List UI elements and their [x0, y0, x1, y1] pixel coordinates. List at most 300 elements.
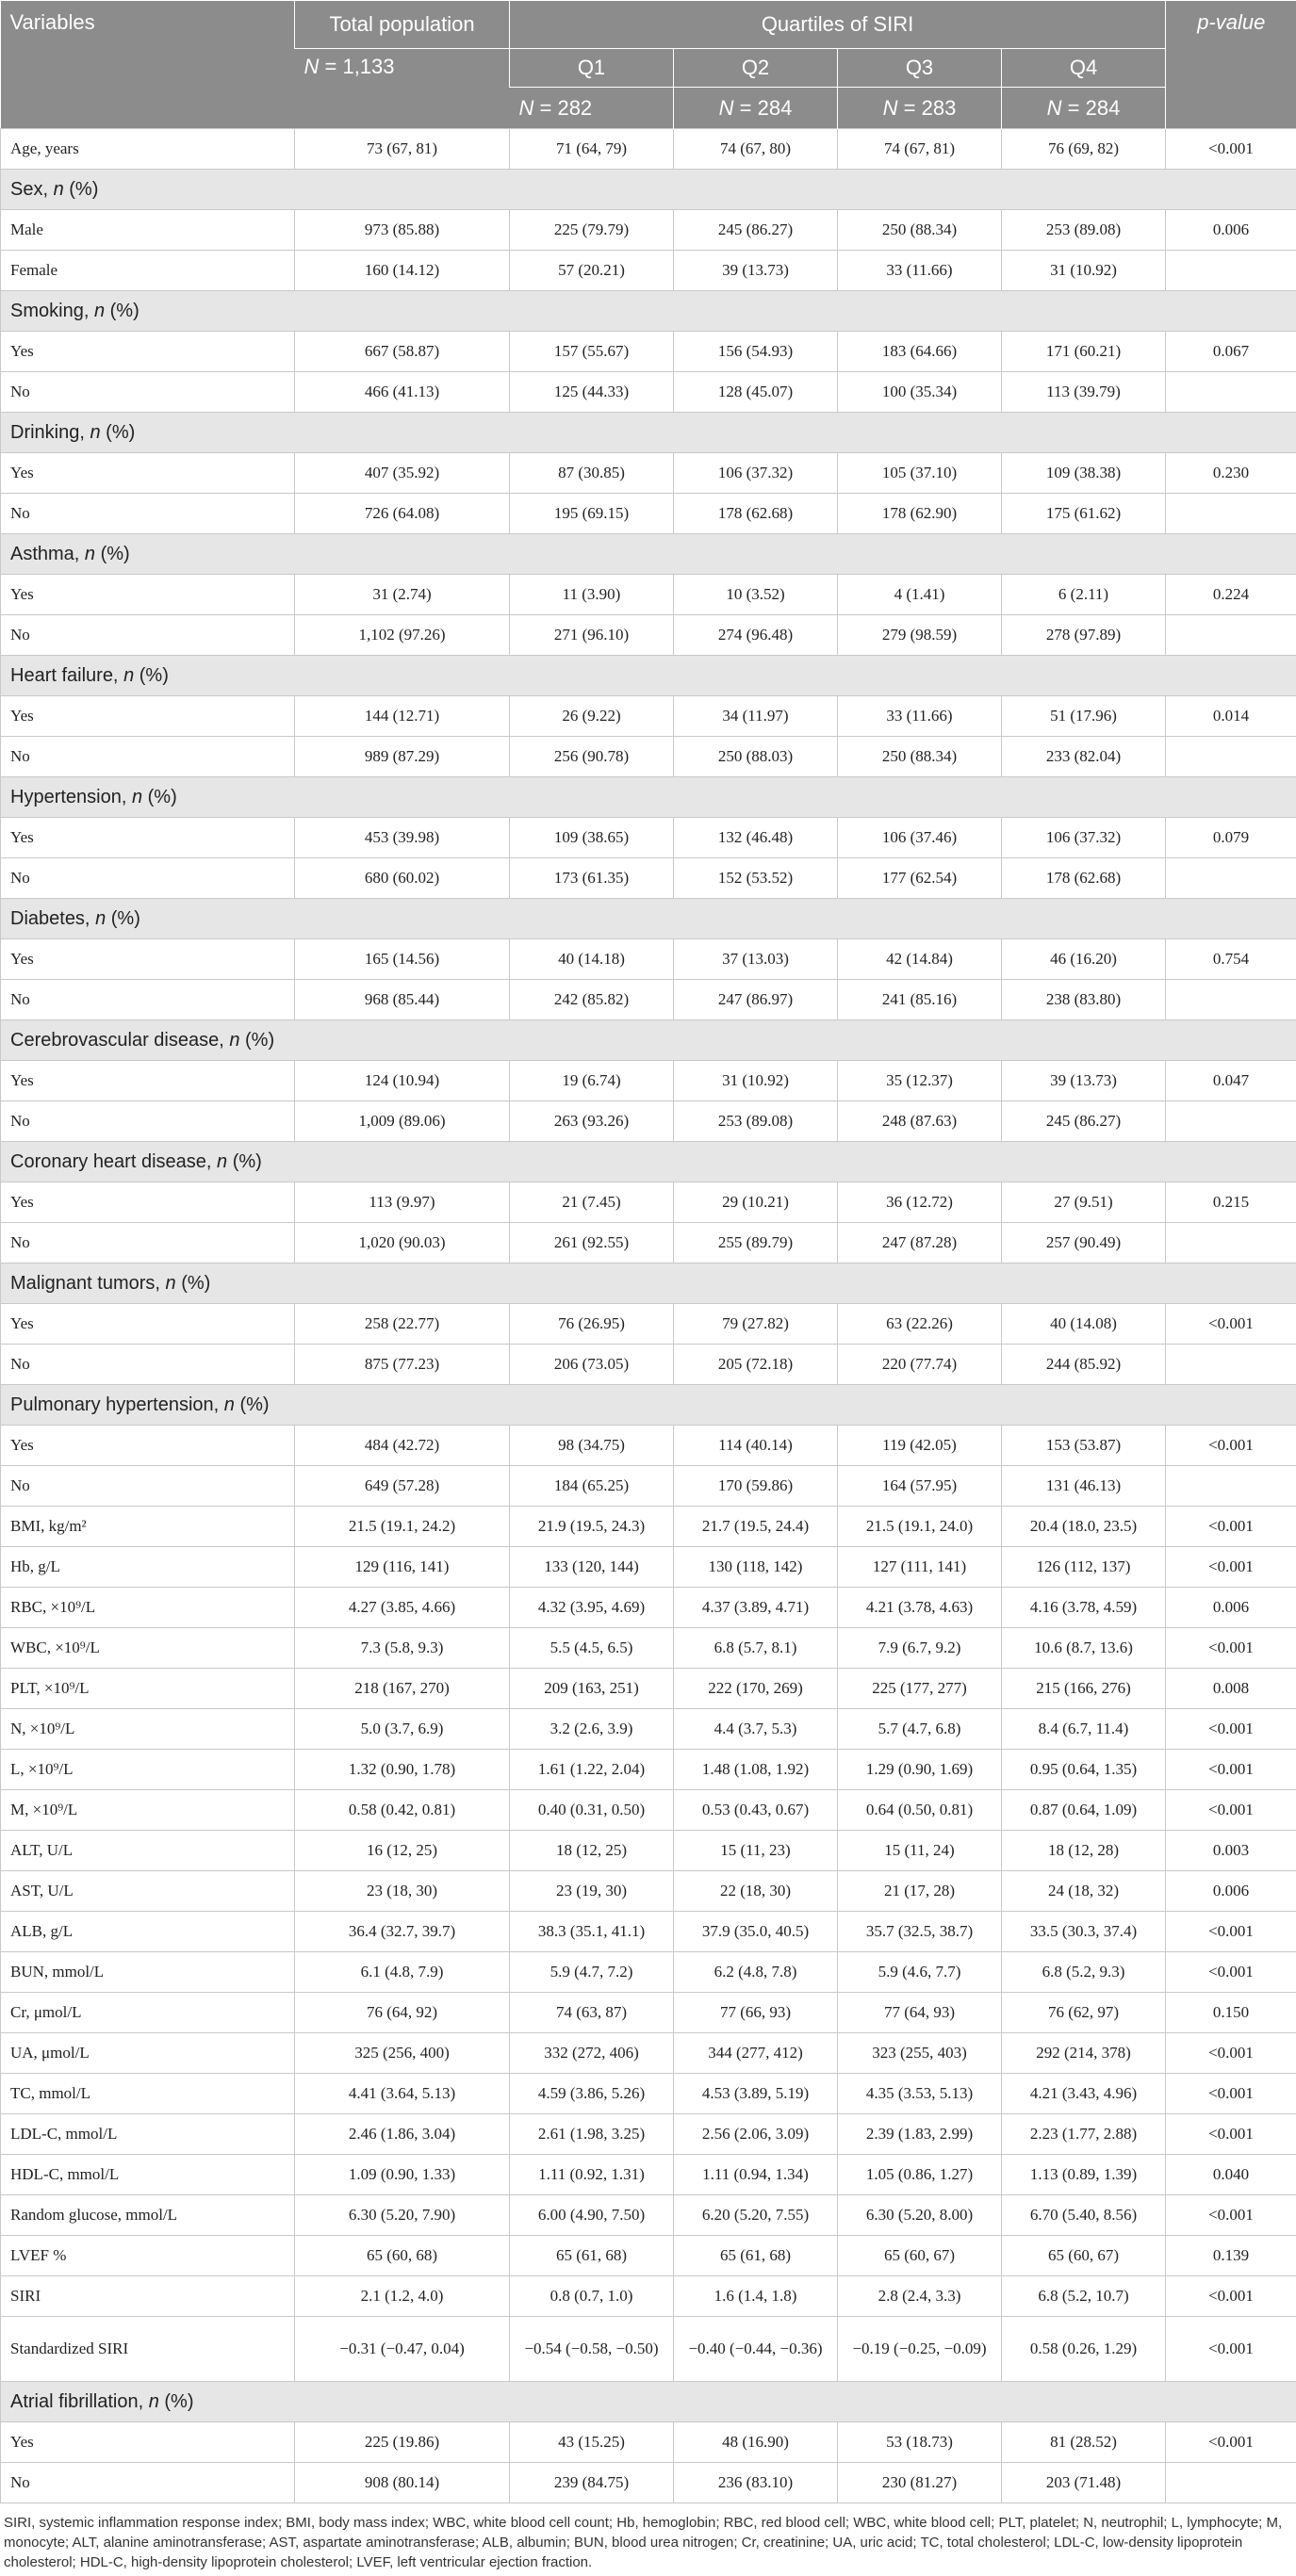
- table-row: [1, 1182, 1296, 1223]
- variable-label: ALT, U/L: [1, 1831, 295, 1871]
- cell-total: 4.41 (3.64, 5.13): [295, 2074, 510, 2114]
- section-label: Coronary heart disease, n (%): [1, 1142, 1296, 1182]
- cell-total: 6.30 (5.20, 7.90): [295, 2195, 510, 2236]
- cell-pvalue: <0.001: [1166, 1426, 1296, 1466]
- cell-q2: 0.53 (0.43, 0.67): [674, 1790, 838, 1831]
- variable-label: No: [1, 737, 295, 777]
- header-q3-n: N = 283: [838, 88, 1002, 129]
- table-row: [1, 1709, 1296, 1750]
- cell-total: 6.1 (4.8, 7.9): [295, 1952, 510, 1993]
- cell-q3: 323 (255, 403): [838, 2033, 1002, 2074]
- table-row: [1, 2074, 1296, 2114]
- cell-q3: 33 (11.66): [838, 696, 1002, 737]
- cell-q2: 6.8 (5.7, 8.1): [674, 1628, 838, 1669]
- header-q2: Q2: [674, 49, 838, 88]
- cell-q4: 8.4 (6.7, 11.4): [1002, 1709, 1166, 1750]
- cell-q4: 46 (16.20): [1002, 939, 1166, 980]
- cell-q4: 244 (85.92): [1002, 1345, 1166, 1385]
- cell-q1: 6.00 (4.90, 7.50): [510, 2195, 674, 2236]
- cell-q1: 125 (44.33): [510, 372, 674, 413]
- cell-q1: 225 (79.79): [510, 210, 674, 251]
- cell-q2: 1.11 (0.94, 1.34): [674, 2155, 838, 2195]
- cell-total: 726 (64.08): [295, 494, 510, 534]
- cell-q3: 6.30 (5.20, 8.00): [838, 2195, 1002, 2236]
- variable-label: Male: [1, 210, 295, 251]
- cell-total: 1,009 (89.06): [295, 1101, 510, 1142]
- cell-q1: 38.3 (35.1, 41.1): [510, 1912, 674, 1952]
- table-row: [1, 615, 1296, 656]
- cell-total: 225 (19.86): [295, 2422, 510, 2463]
- table-row: [1, 332, 1296, 372]
- cell-pvalue: 0.079: [1166, 818, 1296, 858]
- cell-total: 31 (2.74): [295, 575, 510, 615]
- cell-q4: 278 (97.89): [1002, 615, 1166, 656]
- cell-total: 160 (14.12): [295, 251, 510, 291]
- table-row: [1, 453, 1296, 494]
- cell-pvalue: [1166, 980, 1296, 1020]
- table-row: [1, 2317, 1296, 2382]
- variable-label: Yes: [1, 696, 295, 737]
- table-row: [1, 1061, 1296, 1101]
- cell-total: 908 (80.14): [295, 2463, 510, 2503]
- cell-q1: 271 (96.10): [510, 615, 674, 656]
- cell-pvalue: 0.008: [1166, 1669, 1296, 1709]
- cell-q1: 157 (55.67): [510, 332, 674, 372]
- cell-total: 680 (60.02): [295, 858, 510, 899]
- cell-pvalue: <0.001: [1166, 1952, 1296, 1993]
- header-total: Total population: [295, 1, 510, 49]
- table-row: [1, 1628, 1296, 1669]
- table-row: [1, 1912, 1296, 1952]
- header-q4: Q4: [1002, 49, 1166, 88]
- cell-q3: −0.19 (−0.25, −0.09): [838, 2317, 1002, 2382]
- cell-pvalue: [1166, 615, 1296, 656]
- cell-total: 218 (167, 270): [295, 1669, 510, 1709]
- cell-q1: 11 (3.90): [510, 575, 674, 615]
- table-row: [1, 696, 1296, 737]
- cell-q4: 51 (17.96): [1002, 696, 1166, 737]
- variable-label: No: [1, 1345, 295, 1385]
- cell-q2: 152 (53.52): [674, 858, 838, 899]
- cell-total: 16 (12, 25): [295, 1831, 510, 1871]
- section-label: Cerebrovascular disease, n (%): [1, 1020, 1296, 1061]
- cell-q4: 106 (37.32): [1002, 818, 1166, 858]
- section-row: [1, 777, 1296, 818]
- cell-q3: 4 (1.41): [838, 575, 1002, 615]
- cell-q1: 173 (61.35): [510, 858, 674, 899]
- variable-label: N, ×10⁹/L: [1, 1709, 295, 1750]
- variable-label: No: [1, 1223, 295, 1264]
- variable-label: TC, mmol/L: [1, 2074, 295, 2114]
- cell-q4: 0.58 (0.26, 1.29): [1002, 2317, 1166, 2382]
- cell-q4: 6.8 (5.2, 10.7): [1002, 2276, 1166, 2317]
- cell-q3: 225 (177, 277): [838, 1669, 1002, 1709]
- variable-label: No: [1, 2463, 295, 2503]
- cell-pvalue: <0.001: [1166, 2074, 1296, 2114]
- variable-label: Standardized SIRI: [1, 2317, 295, 2382]
- cell-q2: 344 (277, 412): [674, 2033, 838, 2074]
- variable-label: Yes: [1, 1061, 295, 1101]
- header-q2-n: N = 284: [674, 88, 838, 129]
- table-row: [1, 1304, 1296, 1345]
- variable-label: M, ×10⁹/L: [1, 1790, 295, 1831]
- cell-q3: 21 (17, 28): [838, 1871, 1002, 1912]
- header-quartiles: Quartiles of SIRI: [510, 1, 1166, 49]
- cell-pvalue: <0.001: [1166, 2317, 1296, 2382]
- cell-total: 36.4 (32.7, 39.7): [295, 1912, 510, 1952]
- cell-q2: 15 (11, 23): [674, 1831, 838, 1871]
- cell-pvalue: 0.754: [1166, 939, 1296, 980]
- cell-total: 453 (39.98): [295, 818, 510, 858]
- header-q1: Q1: [510, 49, 674, 88]
- cell-pvalue: 0.006: [1166, 1588, 1296, 1628]
- cell-q4: 215 (166, 276): [1002, 1669, 1166, 1709]
- cell-pvalue: [1166, 858, 1296, 899]
- cell-q1: 4.59 (3.86, 5.26): [510, 2074, 674, 2114]
- cell-pvalue: 0.014: [1166, 696, 1296, 737]
- cell-q3: 21.5 (19.1, 24.0): [838, 1507, 1002, 1547]
- cell-q3: 230 (81.27): [838, 2463, 1002, 2503]
- cell-q4: 1.13 (0.89, 1.39): [1002, 2155, 1166, 2195]
- section-label: Atrial fibrillation, n (%): [1, 2382, 1296, 2422]
- cell-pvalue: [1166, 1223, 1296, 1264]
- cell-q1: 23 (19, 30): [510, 1871, 674, 1912]
- cell-q2: 114 (40.14): [674, 1426, 838, 1466]
- cell-q2: 65 (61, 68): [674, 2236, 838, 2276]
- cell-q3: 4.35 (3.53, 5.13): [838, 2074, 1002, 2114]
- variable-label: Yes: [1, 818, 295, 858]
- cell-q1: 0.8 (0.7, 1.0): [510, 2276, 674, 2317]
- cell-q3: 63 (22.26): [838, 1304, 1002, 1345]
- cell-pvalue: 0.047: [1166, 1061, 1296, 1101]
- cell-q2: 4.37 (3.89, 4.71): [674, 1588, 838, 1628]
- cell-q3: 177 (62.54): [838, 858, 1002, 899]
- cell-q3: 0.64 (0.50, 0.81): [838, 1790, 1002, 1831]
- variable-label: No: [1, 858, 295, 899]
- cell-pvalue: <0.001: [1166, 1304, 1296, 1345]
- cell-pvalue: [1166, 1345, 1296, 1385]
- header-pvalue: p-value: [1166, 1, 1296, 129]
- cell-q4: 126 (112, 137): [1002, 1547, 1166, 1588]
- cell-q1: 43 (15.25): [510, 2422, 674, 2463]
- variable-label: Random glucose, mmol/L: [1, 2195, 295, 2236]
- cell-q3: 105 (37.10): [838, 453, 1002, 494]
- cell-total: 2.1 (1.2, 4.0): [295, 2276, 510, 2317]
- header-variables: Variables: [1, 1, 295, 129]
- cell-q1: 18 (12, 25): [510, 1831, 674, 1871]
- cell-total: −0.31 (−0.47, 0.04): [295, 2317, 510, 2382]
- cell-q3: 35.7 (32.5, 38.7): [838, 1912, 1002, 1952]
- section-label: Malignant tumors, n (%): [1, 1264, 1296, 1304]
- table-row: [1, 939, 1296, 980]
- cell-q2: 6.20 (5.20, 7.55): [674, 2195, 838, 2236]
- cell-q2: 106 (37.32): [674, 453, 838, 494]
- cell-q2: 10 (3.52): [674, 575, 838, 615]
- variable-label: Yes: [1, 332, 295, 372]
- cell-pvalue: <0.001: [1166, 1912, 1296, 1952]
- cell-pvalue: <0.001: [1166, 129, 1296, 170]
- cell-q1: 19 (6.74): [510, 1061, 674, 1101]
- cell-q3: 164 (57.95): [838, 1466, 1002, 1507]
- cell-pvalue: 0.224: [1166, 575, 1296, 615]
- cell-q1: 57 (20.21): [510, 251, 674, 291]
- cell-total: 124 (10.94): [295, 1061, 510, 1101]
- section-row: [1, 2382, 1296, 2422]
- table-row: [1, 1345, 1296, 1385]
- variable-label: Yes: [1, 453, 295, 494]
- cell-q3: 241 (85.16): [838, 980, 1002, 1020]
- table-body: [1, 129, 1296, 2503]
- cell-total: 667 (58.87): [295, 332, 510, 372]
- cell-q2: 178 (62.68): [674, 494, 838, 534]
- cell-q4: 76 (62, 97): [1002, 1993, 1166, 2033]
- cell-q3: 53 (18.73): [838, 2422, 1002, 2463]
- cell-q3: 36 (12.72): [838, 1182, 1002, 1223]
- section-row: [1, 1385, 1296, 1426]
- cell-q2: 37.9 (35.0, 40.5): [674, 1912, 838, 1952]
- variable-label: ALB, g/L: [1, 1912, 295, 1952]
- cell-q2: 250 (88.03): [674, 737, 838, 777]
- cell-q1: 206 (73.05): [510, 1345, 674, 1385]
- table-row: [1, 2276, 1296, 2317]
- cell-total: 1,102 (97.26): [295, 615, 510, 656]
- cell-pvalue: <0.001: [1166, 2033, 1296, 2074]
- cell-q2: 29 (10.21): [674, 1182, 838, 1223]
- cell-q4: 292 (214, 378): [1002, 2033, 1166, 2074]
- cell-pvalue: <0.001: [1166, 1507, 1296, 1547]
- variable-label: Yes: [1, 1182, 295, 1223]
- table-row: [1, 210, 1296, 251]
- cell-q3: 250 (88.34): [838, 210, 1002, 251]
- cell-total: 21.5 (19.1, 24.2): [295, 1507, 510, 1547]
- cell-q3: 7.9 (6.7, 9.2): [838, 1628, 1002, 1669]
- variable-label: Yes: [1, 1426, 295, 1466]
- cell-total: 65 (60, 68): [295, 2236, 510, 2276]
- cell-q3: 74 (67, 81): [838, 129, 1002, 170]
- table-row: [1, 2236, 1296, 2276]
- cell-total: 325 (256, 400): [295, 2033, 510, 2074]
- cell-q4: 76 (69, 82): [1002, 129, 1166, 170]
- cell-q4: 238 (83.80): [1002, 980, 1166, 1020]
- cell-q4: 39 (13.73): [1002, 1061, 1166, 1101]
- cell-q4: 4.16 (3.78, 4.59): [1002, 1588, 1166, 1628]
- section-row: [1, 656, 1296, 696]
- variable-label: RBC, ×10⁹/L: [1, 1588, 295, 1628]
- section-label: Hypertension, n (%): [1, 777, 1296, 818]
- table-row: [1, 858, 1296, 899]
- cell-total: 258 (22.77): [295, 1304, 510, 1345]
- cell-q2: 236 (83.10): [674, 2463, 838, 2503]
- cell-q1: 109 (38.65): [510, 818, 674, 858]
- cell-q3: 33 (11.66): [838, 251, 1002, 291]
- variable-label: Yes: [1, 1304, 295, 1345]
- table-row: [1, 1507, 1296, 1547]
- cell-pvalue: 0.215: [1166, 1182, 1296, 1223]
- table-row: [1, 129, 1296, 170]
- table-row: [1, 2422, 1296, 2463]
- cell-pvalue: <0.001: [1166, 2114, 1296, 2155]
- header-total-n: N = 1,133: [295, 49, 510, 129]
- cell-pvalue: 0.006: [1166, 210, 1296, 251]
- cell-q4: 6.70 (5.40, 8.56): [1002, 2195, 1166, 2236]
- cell-q2: 245 (86.27): [674, 210, 838, 251]
- variable-label: Yes: [1, 939, 295, 980]
- table-row: [1, 1831, 1296, 1871]
- table-row: [1, 1101, 1296, 1142]
- cell-q3: 5.9 (4.6, 7.7): [838, 1952, 1002, 1993]
- cell-total: 73 (67, 81): [295, 129, 510, 170]
- cell-q1: 87 (30.85): [510, 453, 674, 494]
- cell-q4: 0.87 (0.64, 1.09): [1002, 1790, 1166, 1831]
- section-label: Sex, n (%): [1, 170, 1296, 210]
- cell-total: 968 (85.44): [295, 980, 510, 1020]
- cell-q4: 65 (60, 67): [1002, 2236, 1166, 2276]
- cell-total: 76 (64, 92): [295, 1993, 510, 2033]
- table-row: [1, 1993, 1296, 2033]
- cell-q2: 247 (86.97): [674, 980, 838, 1020]
- cell-q3: 77 (64, 93): [838, 1993, 1002, 2033]
- cell-total: 2.46 (1.86, 3.04): [295, 2114, 510, 2155]
- cell-pvalue: 0.139: [1166, 2236, 1296, 2276]
- cell-q2: 22 (18, 30): [674, 1871, 838, 1912]
- cell-q3: 279 (98.59): [838, 615, 1002, 656]
- cell-q4: 81 (28.52): [1002, 2422, 1166, 2463]
- cell-q1: 0.40 (0.31, 0.50): [510, 1790, 674, 1831]
- table-row: [1, 1466, 1296, 1507]
- cell-q4: 153 (53.87): [1002, 1426, 1166, 1466]
- cell-q1: 76 (26.95): [510, 1304, 674, 1345]
- table-row: [1, 1588, 1296, 1628]
- cell-q1: 1.11 (0.92, 1.31): [510, 2155, 674, 2195]
- cell-q3: 106 (37.46): [838, 818, 1002, 858]
- cell-q2: 21.7 (19.5, 24.4): [674, 1507, 838, 1547]
- variable-label: WBC, ×10⁹/L: [1, 1628, 295, 1669]
- cell-q1: 21.9 (19.5, 24.3): [510, 1507, 674, 1547]
- table-row: [1, 372, 1296, 413]
- cell-q4: 4.21 (3.43, 4.96): [1002, 2074, 1166, 2114]
- cell-pvalue: [1166, 494, 1296, 534]
- cell-q3: 2.39 (1.83, 2.99): [838, 2114, 1002, 2155]
- cell-pvalue: <0.001: [1166, 1750, 1296, 1790]
- table-row: [1, 1547, 1296, 1588]
- cell-q4: 40 (14.08): [1002, 1304, 1166, 1345]
- variable-label: Age, years: [1, 129, 295, 170]
- variable-label: Yes: [1, 2422, 295, 2463]
- cell-total: 113 (9.97): [295, 1182, 510, 1223]
- cell-pvalue: 0.003: [1166, 1831, 1296, 1871]
- cell-total: 23 (18, 30): [295, 1871, 510, 1912]
- cell-q2: 2.56 (2.06, 3.09): [674, 2114, 838, 2155]
- cell-q1: 133 (120, 144): [510, 1547, 674, 1588]
- variable-label: No: [1, 1466, 295, 1507]
- cell-pvalue: 0.006: [1166, 1871, 1296, 1912]
- table-row: [1, 1790, 1296, 1831]
- header-q1-n: N = 282: [510, 88, 674, 129]
- cell-total: 5.0 (3.7, 6.9): [295, 1709, 510, 1750]
- variable-label: Yes: [1, 575, 295, 615]
- cell-q1: 209 (163, 251): [510, 1669, 674, 1709]
- cell-q2: 222 (170, 269): [674, 1669, 838, 1709]
- cell-q3: 127 (111, 141): [838, 1547, 1002, 1588]
- cell-pvalue: [1166, 2463, 1296, 2503]
- cell-q2: 274 (96.48): [674, 615, 838, 656]
- section-row: [1, 899, 1296, 939]
- section-label: Drinking, n (%): [1, 413, 1296, 453]
- table-header: [1, 1, 1296, 129]
- cell-q2: 4.53 (3.89, 5.19): [674, 2074, 838, 2114]
- cell-q1: 5.5 (4.5, 6.5): [510, 1628, 674, 1669]
- cell-q4: 27 (9.51): [1002, 1182, 1166, 1223]
- section-label: Heart failure, n (%): [1, 656, 1296, 696]
- variable-label: PLT, ×10⁹/L: [1, 1669, 295, 1709]
- cell-q2: 34 (11.97): [674, 696, 838, 737]
- cell-q2: 132 (46.48): [674, 818, 838, 858]
- cell-pvalue: 0.067: [1166, 332, 1296, 372]
- cell-q2: 4.4 (3.7, 5.3): [674, 1709, 838, 1750]
- header-q3: Q3: [838, 49, 1002, 88]
- cell-q1: 65 (61, 68): [510, 2236, 674, 2276]
- variable-label: BUN, mmol/L: [1, 1952, 295, 1993]
- cell-q3: 178 (62.90): [838, 494, 1002, 534]
- cell-pvalue: [1166, 251, 1296, 291]
- cell-q3: 15 (11, 24): [838, 1831, 1002, 1871]
- cell-q1: 21 (7.45): [510, 1182, 674, 1223]
- table-row: [1, 818, 1296, 858]
- cell-q2: 48 (16.90): [674, 2422, 838, 2463]
- cell-q2: 31 (10.92): [674, 1061, 838, 1101]
- cell-q3: 119 (42.05): [838, 1426, 1002, 1466]
- table-row: [1, 2114, 1296, 2155]
- section-label: Smoking, n (%): [1, 291, 1296, 332]
- table-row: [1, 494, 1296, 534]
- cell-pvalue: <0.001: [1166, 1790, 1296, 1831]
- cell-total: 875 (77.23): [295, 1345, 510, 1385]
- cell-q1: 184 (65.25): [510, 1466, 674, 1507]
- section-row: [1, 534, 1296, 575]
- table-row: [1, 1952, 1296, 1993]
- cell-q2: 128 (45.07): [674, 372, 838, 413]
- cell-q4: 113 (39.79): [1002, 372, 1166, 413]
- cell-q4: 6 (2.11): [1002, 575, 1166, 615]
- cell-q4: 31 (10.92): [1002, 251, 1166, 291]
- cell-q4: 253 (89.08): [1002, 210, 1166, 251]
- variable-label: LVEF %: [1, 2236, 295, 2276]
- cell-pvalue: 0.230: [1166, 453, 1296, 494]
- cell-total: 144 (12.71): [295, 696, 510, 737]
- cell-q4: 175 (61.62): [1002, 494, 1166, 534]
- variable-label: No: [1, 494, 295, 534]
- cell-q2: 6.2 (4.8, 7.8): [674, 1952, 838, 1993]
- cell-q4: 171 (60.21): [1002, 332, 1166, 372]
- cell-total: 649 (57.28): [295, 1466, 510, 1507]
- cell-pvalue: 0.040: [1166, 2155, 1296, 2195]
- cell-q1: 261 (92.55): [510, 1223, 674, 1264]
- cell-total: 1.32 (0.90, 1.78): [295, 1750, 510, 1790]
- cell-q2: 37 (13.03): [674, 939, 838, 980]
- cell-total: 129 (116, 141): [295, 1547, 510, 1588]
- cell-pvalue: [1166, 1101, 1296, 1142]
- cell-q1: 74 (63, 87): [510, 1993, 674, 2033]
- cell-q1: 26 (9.22): [510, 696, 674, 737]
- variable-label: Cr, μmol/L: [1, 1993, 295, 2033]
- table-row: [1, 2463, 1296, 2503]
- variable-label: L, ×10⁹/L: [1, 1750, 295, 1790]
- cell-q2: −0.40 (−0.44, −0.36): [674, 2317, 838, 2382]
- cell-q4: 18 (12, 28): [1002, 1831, 1166, 1871]
- variable-label: SIRI: [1, 2276, 295, 2317]
- variable-label: UA, μmol/L: [1, 2033, 295, 2074]
- cell-q4: 131 (46.13): [1002, 1466, 1166, 1507]
